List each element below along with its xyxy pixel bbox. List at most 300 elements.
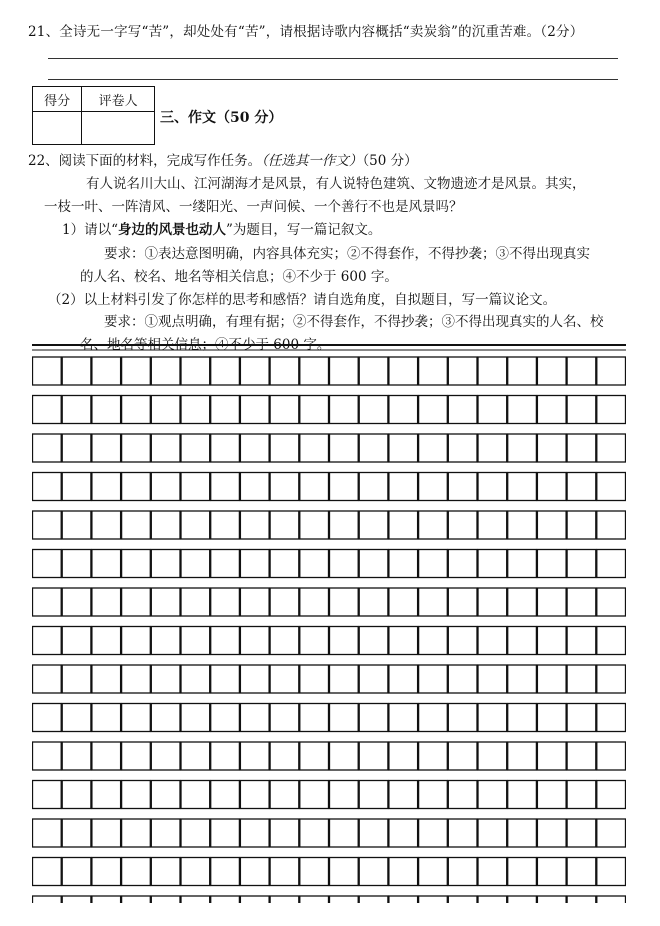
grid-cell[interactable] [567, 665, 596, 693]
grid-cell[interactable] [597, 511, 626, 539]
grid-row[interactable] [33, 858, 626, 886]
grid-row[interactable] [33, 781, 626, 809]
grid-cell[interactable] [567, 896, 596, 903]
grid-cell[interactable] [211, 896, 240, 903]
grid-cell[interactable] [270, 588, 299, 616]
grid-cell[interactable] [151, 781, 180, 809]
grid-cell[interactable] [300, 704, 329, 732]
grid-cell[interactable] [92, 665, 121, 693]
grid-cell[interactable] [419, 627, 448, 655]
grid-cell[interactable] [448, 896, 477, 903]
grid-cell[interactable] [419, 550, 448, 578]
grid-cell[interactable] [537, 742, 566, 770]
grid-cell[interactable] [448, 704, 477, 732]
grid-cell[interactable] [151, 357, 180, 385]
grid-cell[interactable] [211, 627, 240, 655]
grid-cell[interactable] [33, 665, 62, 693]
grid-cell[interactable] [419, 742, 448, 770]
grid-cell[interactable] [419, 588, 448, 616]
grid-cell[interactable] [478, 819, 507, 847]
grid-cell[interactable] [508, 511, 537, 539]
grid-cell[interactable] [211, 511, 240, 539]
grid-cell[interactable] [122, 396, 151, 424]
grid-row[interactable] [33, 396, 626, 424]
grid-cell[interactable] [330, 896, 359, 903]
grid-cell[interactable] [33, 511, 62, 539]
grid-cell[interactable] [330, 473, 359, 501]
grid-cell[interactable] [92, 896, 121, 903]
grid-cell[interactable] [240, 357, 269, 385]
grid-cell[interactable] [419, 511, 448, 539]
grid-cell[interactable] [33, 896, 62, 903]
grid-cell[interactable] [508, 434, 537, 462]
grid-cell[interactable] [240, 627, 269, 655]
grid-cell[interactable] [478, 858, 507, 886]
grid-cell[interactable] [537, 473, 566, 501]
grid-cell[interactable] [567, 550, 596, 578]
grid-cell[interactable] [478, 588, 507, 616]
grid-cell[interactable] [270, 473, 299, 501]
grid-cell[interactable] [92, 627, 121, 655]
grid-cell[interactable] [300, 473, 329, 501]
grid-cell[interactable] [537, 704, 566, 732]
grid-cell[interactable] [270, 434, 299, 462]
grid-cell[interactable] [151, 434, 180, 462]
grid-cell[interactable] [389, 858, 418, 886]
grid-cell[interactable] [359, 819, 388, 847]
grid-cell[interactable] [597, 781, 626, 809]
grid-cell[interactable] [597, 550, 626, 578]
grid-cell[interactable] [389, 511, 418, 539]
writing-grid-svg[interactable] [32, 343, 626, 903]
grid-cell[interactable] [181, 742, 210, 770]
grid-cell[interactable] [330, 665, 359, 693]
grid-cell[interactable] [537, 396, 566, 424]
grid-cell[interactable] [389, 588, 418, 616]
grid-row[interactable] [33, 473, 626, 501]
grid-cell[interactable] [122, 742, 151, 770]
grid-cell[interactable] [389, 704, 418, 732]
grid-cell[interactable] [389, 819, 418, 847]
grid-cell[interactable] [597, 819, 626, 847]
grid-cell[interactable] [389, 781, 418, 809]
grid-cell[interactable] [330, 511, 359, 539]
grid-cell[interactable] [211, 819, 240, 847]
grid-cell[interactable] [300, 627, 329, 655]
grid-cell[interactable] [33, 742, 62, 770]
grid-cell[interactable] [478, 896, 507, 903]
grid-cell[interactable] [330, 819, 359, 847]
grid-cell[interactable] [567, 819, 596, 847]
grid-cell[interactable] [478, 665, 507, 693]
grid-cell[interactable] [181, 588, 210, 616]
grid-row[interactable] [33, 550, 626, 578]
grid-cell[interactable] [240, 896, 269, 903]
grid-cell[interactable] [389, 665, 418, 693]
grid-cell[interactable] [240, 742, 269, 770]
grid-cell[interactable] [211, 396, 240, 424]
grid-cell[interactable] [33, 781, 62, 809]
grid-cell[interactable] [389, 550, 418, 578]
grid-cell[interactable] [300, 357, 329, 385]
grid-cell[interactable] [330, 627, 359, 655]
grid-cell[interactable] [122, 473, 151, 501]
grid-row[interactable] [33, 896, 626, 903]
grid-row[interactable] [33, 627, 626, 655]
grid-cell[interactable] [359, 781, 388, 809]
grid-cell[interactable] [300, 781, 329, 809]
grid-cell[interactable] [478, 704, 507, 732]
grid-cell[interactable] [240, 588, 269, 616]
grid-cell[interactable] [478, 396, 507, 424]
grid-cell[interactable] [211, 665, 240, 693]
grid-cell[interactable] [181, 819, 210, 847]
grid-cell[interactable] [597, 858, 626, 886]
grid-cell[interactable] [359, 704, 388, 732]
grid-cell[interactable] [597, 396, 626, 424]
grid-cell[interactable] [537, 511, 566, 539]
grid-cell[interactable] [62, 434, 91, 462]
grid-cell[interactable] [448, 511, 477, 539]
grid-cell[interactable] [389, 396, 418, 424]
grid-cell[interactable] [597, 704, 626, 732]
grid-cell[interactable] [62, 665, 91, 693]
grid-row[interactable] [33, 588, 626, 616]
grid-cell[interactable] [240, 819, 269, 847]
grid-cell[interactable] [270, 819, 299, 847]
grid-row[interactable] [33, 434, 626, 462]
grid-cell[interactable] [33, 473, 62, 501]
grid-cell[interactable] [300, 396, 329, 424]
grid-cell[interactable] [359, 357, 388, 385]
grid-cell[interactable] [330, 396, 359, 424]
grid-cell[interactable] [478, 511, 507, 539]
grid-cell[interactable] [300, 665, 329, 693]
grid-cell[interactable] [359, 434, 388, 462]
grid-cell[interactable] [300, 819, 329, 847]
grid-cell[interactable] [448, 742, 477, 770]
grid-cell[interactable] [92, 704, 121, 732]
grid-cell[interactable] [537, 588, 566, 616]
grid-cell[interactable] [33, 357, 62, 385]
grid-cell[interactable] [151, 858, 180, 886]
grid-cell[interactable] [359, 858, 388, 886]
answer-line-2[interactable] [48, 79, 618, 80]
grid-cell[interactable] [359, 627, 388, 655]
grid-cell[interactable] [478, 627, 507, 655]
grid-cell[interactable] [122, 781, 151, 809]
grid-cell[interactable] [62, 819, 91, 847]
grid-cell[interactable] [389, 434, 418, 462]
grid-cell[interactable] [181, 781, 210, 809]
grid-cell[interactable] [567, 588, 596, 616]
grid-cell[interactable] [240, 665, 269, 693]
grid-cell[interactable] [151, 896, 180, 903]
grid-cell[interactable] [478, 742, 507, 770]
grid-cell[interactable] [62, 858, 91, 886]
grid-cell[interactable] [62, 742, 91, 770]
grid-cell[interactable] [419, 434, 448, 462]
grid-cell[interactable] [537, 627, 566, 655]
grid-cell[interactable] [211, 434, 240, 462]
grid-cell[interactable] [122, 511, 151, 539]
grid-cell[interactable] [122, 550, 151, 578]
grid-cell[interactable] [597, 742, 626, 770]
grid-cell[interactable] [92, 742, 121, 770]
grid-cell[interactable] [448, 473, 477, 501]
grid-cell[interactable] [62, 704, 91, 732]
grid-cell[interactable] [359, 588, 388, 616]
grid-cell[interactable] [181, 357, 210, 385]
grid-cell[interactable] [62, 896, 91, 903]
grid-cell[interactable] [300, 858, 329, 886]
grid-cell[interactable] [240, 396, 269, 424]
grid-cell[interactable] [300, 588, 329, 616]
grid-cell[interactable] [597, 665, 626, 693]
grid-cell[interactable] [211, 781, 240, 809]
grid-cell[interactable] [62, 357, 91, 385]
grid-cell[interactable] [270, 627, 299, 655]
grid-cell[interactable] [240, 511, 269, 539]
grid-cell[interactable] [62, 550, 91, 578]
grid-cell[interactable] [508, 396, 537, 424]
grid-cell[interactable] [508, 588, 537, 616]
grid-cell[interactable] [478, 434, 507, 462]
grid-cell[interactable] [597, 627, 626, 655]
grid-row[interactable] [33, 665, 626, 693]
grid-cell[interactable] [270, 396, 299, 424]
grid-cell[interactable] [151, 665, 180, 693]
grid-cell[interactable] [33, 396, 62, 424]
grid-cell[interactable] [567, 858, 596, 886]
grid-cell[interactable] [211, 357, 240, 385]
grader-cell[interactable] [82, 112, 155, 145]
grid-cell[interactable] [33, 627, 62, 655]
grid-cell[interactable] [567, 357, 596, 385]
grid-cell[interactable] [92, 550, 121, 578]
grid-cell[interactable] [508, 665, 537, 693]
grid-cell[interactable] [389, 742, 418, 770]
grid-cell[interactable] [419, 896, 448, 903]
grid-cell[interactable] [33, 704, 62, 732]
grid-cell[interactable] [211, 742, 240, 770]
grid-cell[interactable] [508, 819, 537, 847]
grid-cell[interactable] [270, 665, 299, 693]
grid-cell[interactable] [448, 434, 477, 462]
grid-cell[interactable] [389, 473, 418, 501]
grid-cell[interactable] [92, 588, 121, 616]
grid-cell[interactable] [151, 627, 180, 655]
grid-cell[interactable] [151, 819, 180, 847]
grid-cell[interactable] [181, 627, 210, 655]
grid-row[interactable] [33, 511, 626, 539]
score-cell[interactable] [33, 112, 82, 145]
grid-cell[interactable] [359, 665, 388, 693]
grid-cell[interactable] [448, 396, 477, 424]
grid-cell[interactable] [151, 550, 180, 578]
grid-cell[interactable] [537, 781, 566, 809]
grid-cell[interactable] [567, 781, 596, 809]
grid-cell[interactable] [92, 396, 121, 424]
grid-cell[interactable] [62, 396, 91, 424]
grid-cell[interactable] [419, 858, 448, 886]
grid-cell[interactable] [478, 473, 507, 501]
grid-cell[interactable] [181, 665, 210, 693]
grid-cell[interactable] [240, 550, 269, 578]
grid-cell[interactable] [508, 550, 537, 578]
grid-cell[interactable] [508, 742, 537, 770]
grid-cell[interactable] [597, 588, 626, 616]
grid-cell[interactable] [151, 473, 180, 501]
grid-cell[interactable] [270, 896, 299, 903]
grid-cell[interactable] [389, 627, 418, 655]
grid-cell[interactable] [62, 473, 91, 501]
grid-cell[interactable] [181, 473, 210, 501]
grid-cell[interactable] [240, 434, 269, 462]
grid-cell[interactable] [419, 781, 448, 809]
grid-cell[interactable] [92, 357, 121, 385]
grid-cell[interactable] [240, 473, 269, 501]
grid-cell[interactable] [537, 665, 566, 693]
grid-cell[interactable] [122, 357, 151, 385]
grid-cell[interactable] [478, 550, 507, 578]
grid-cell[interactable] [359, 473, 388, 501]
grid-cell[interactable] [419, 704, 448, 732]
grid-cell[interactable] [300, 434, 329, 462]
grid-cell[interactable] [122, 896, 151, 903]
grid-cell[interactable] [419, 819, 448, 847]
grid-cell[interactable] [537, 896, 566, 903]
grid-cell[interactable] [33, 434, 62, 462]
grid-cell[interactable] [122, 627, 151, 655]
grid-cell[interactable] [448, 550, 477, 578]
grid-cell[interactable] [359, 896, 388, 903]
grid-cell[interactable] [359, 396, 388, 424]
grid-cell[interactable] [389, 896, 418, 903]
grid-cell[interactable] [330, 704, 359, 732]
grid-cell[interactable] [478, 781, 507, 809]
grid-cell[interactable] [122, 434, 151, 462]
grid-cell[interactable] [151, 511, 180, 539]
grid-cell[interactable] [330, 781, 359, 809]
grid-cell[interactable] [508, 781, 537, 809]
grid-cell[interactable] [419, 665, 448, 693]
grid-cell[interactable] [448, 781, 477, 809]
grid-cell[interactable] [508, 704, 537, 732]
grid-cell[interactable] [240, 858, 269, 886]
grid-cell[interactable] [330, 434, 359, 462]
grid-cell[interactable] [330, 858, 359, 886]
grid-cell[interactable] [211, 858, 240, 886]
grid-cell[interactable] [211, 473, 240, 501]
grid-cell[interactable] [508, 473, 537, 501]
grid-cell[interactable] [359, 550, 388, 578]
grid-cell[interactable] [567, 511, 596, 539]
grid-cell[interactable] [359, 511, 388, 539]
grid-cell[interactable] [508, 858, 537, 886]
grid-cell[interactable] [448, 665, 477, 693]
grid-cell[interactable] [92, 781, 121, 809]
grid-cell[interactable] [270, 357, 299, 385]
grid-cell[interactable] [151, 742, 180, 770]
grid-cell[interactable] [359, 742, 388, 770]
grid-cell[interactable] [567, 396, 596, 424]
grid-cell[interactable] [419, 473, 448, 501]
grid-cell[interactable] [300, 742, 329, 770]
grid-cell[interactable] [181, 434, 210, 462]
grid-cell[interactable] [211, 550, 240, 578]
grid-cell[interactable] [92, 473, 121, 501]
grid-cell[interactable] [270, 742, 299, 770]
grid-cell[interactable] [33, 858, 62, 886]
grid-cell[interactable] [240, 704, 269, 732]
grid-cell[interactable] [567, 434, 596, 462]
grid-cell[interactable] [62, 627, 91, 655]
grid-cell[interactable] [330, 357, 359, 385]
grid-cell[interactable] [508, 896, 537, 903]
grid-cell[interactable] [508, 627, 537, 655]
answer-line-1[interactable] [48, 58, 618, 59]
grid-cell[interactable] [300, 511, 329, 539]
grid-cell[interactable] [389, 357, 418, 385]
grid-cell[interactable] [122, 858, 151, 886]
grid-cell[interactable] [122, 704, 151, 732]
grid-cell[interactable] [448, 627, 477, 655]
grid-cell[interactable] [270, 550, 299, 578]
grid-cell[interactable] [330, 550, 359, 578]
grid-cell[interactable] [270, 781, 299, 809]
grid-cell[interactable] [240, 781, 269, 809]
grid-cell[interactable] [419, 396, 448, 424]
grid-row[interactable] [33, 742, 626, 770]
grid-cell[interactable] [122, 588, 151, 616]
grid-cell[interactable] [92, 434, 121, 462]
grid-cell[interactable] [211, 588, 240, 616]
grid-cell[interactable] [270, 704, 299, 732]
grid-cell[interactable] [211, 704, 240, 732]
grid-cell[interactable] [151, 588, 180, 616]
grid-cell[interactable] [181, 396, 210, 424]
grid-cell[interactable] [597, 473, 626, 501]
grid-cell[interactable] [181, 511, 210, 539]
grid-cell[interactable] [537, 858, 566, 886]
grid-cell[interactable] [537, 550, 566, 578]
grid-cell[interactable] [92, 819, 121, 847]
grid-cell[interactable] [567, 704, 596, 732]
grid-cell[interactable] [567, 742, 596, 770]
grid-cell[interactable] [537, 357, 566, 385]
grid-cell[interactable] [62, 511, 91, 539]
writing-grid[interactable] [32, 343, 626, 903]
grid-cell[interactable] [330, 742, 359, 770]
grid-cell[interactable] [122, 819, 151, 847]
grid-cell[interactable] [567, 473, 596, 501]
grid-cell[interactable] [597, 357, 626, 385]
grid-cell[interactable] [270, 858, 299, 886]
grid-cell[interactable] [33, 588, 62, 616]
grid-cell[interactable] [181, 896, 210, 903]
grid-cell[interactable] [122, 665, 151, 693]
grid-cell[interactable] [448, 357, 477, 385]
grid-cell[interactable] [448, 588, 477, 616]
grid-cell[interactable] [508, 357, 537, 385]
grid-cell[interactable] [92, 511, 121, 539]
grid-cell[interactable] [181, 704, 210, 732]
grid-cell[interactable] [62, 588, 91, 616]
grid-cell[interactable] [537, 819, 566, 847]
grid-cell[interactable] [537, 434, 566, 462]
grid-cell[interactable] [33, 550, 62, 578]
